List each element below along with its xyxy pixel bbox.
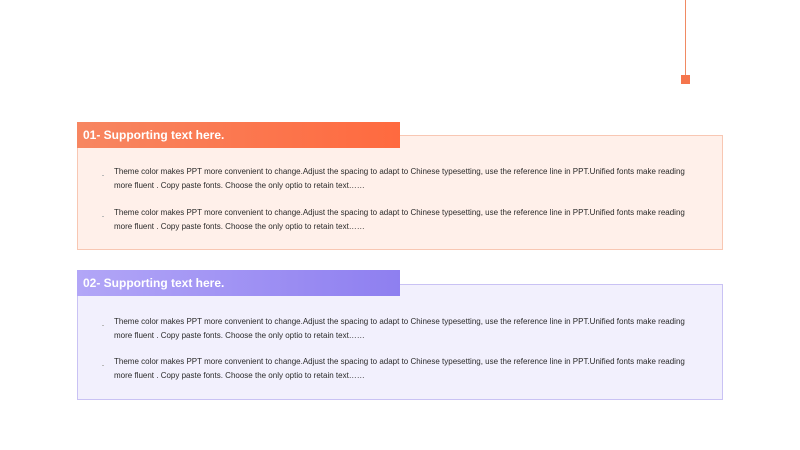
hanging-square-decoration <box>681 75 690 84</box>
hanging-line-decoration <box>685 0 686 76</box>
section-2-title: 02- Supporting text here. <box>77 270 400 296</box>
section-2-paragraph-1: Theme color makes PPT more convenient to change.Adjust the spacing to adapt to Chinese typesetting, use the reference line in PPT.Unified fonts make reading more fluent . Copy paste fonts. Choose the only optio to retain text…… <box>114 315 694 343</box>
section-1-title: 01- Supporting text here. <box>77 122 400 148</box>
section-2-paragraph-2: Theme color makes PPT more convenient to change.Adjust the spacing to adapt to Chinese typesetting, use the reference line in PPT.Unified fonts make reading more fluent . Copy paste fonts. Choose the only optio to retain text…… <box>114 355 694 383</box>
section-1-paragraph-2: Theme color makes PPT more convenient to change.Adjust the spacing to adapt to Chinese typesetting, use the reference line in PPT.Unified fonts make reading more fluent . Copy paste fonts. Choose the only optio to retain text…… <box>114 206 694 234</box>
section-1-paragraph-1: Theme color makes PPT more convenient to change.Adjust the spacing to adapt to Chinese typesetting, use the reference line in PPT.Unified fonts make reading more fluent . Copy paste fonts. Choose the only optio to retain text…… <box>114 165 694 193</box>
